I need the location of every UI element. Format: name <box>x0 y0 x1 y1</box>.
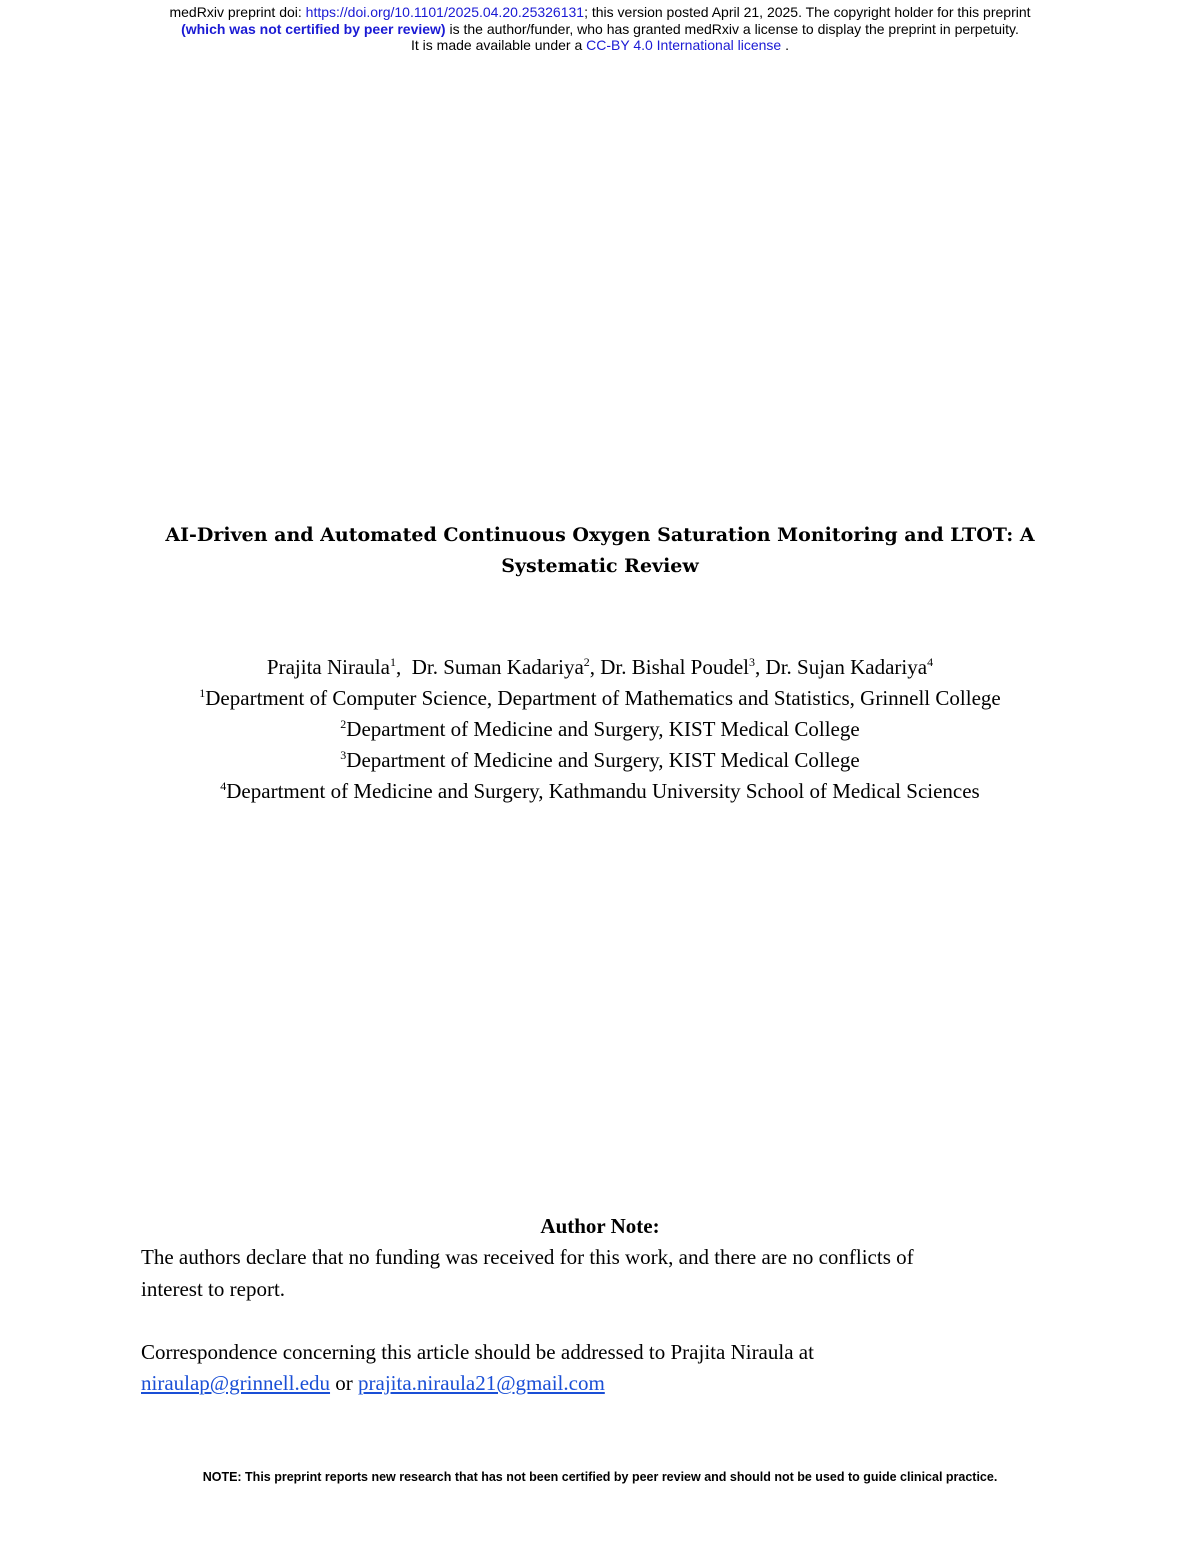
peer-review-link[interactable]: (which was not certified by peer review) <box>181 20 446 37</box>
affiliation-sup: 1 <box>199 686 206 700</box>
paragraph-gap <box>141 1305 1041 1337</box>
title-line-1: AI-Driven and Automated Continuous Oxygen Saturation Monitoring and LTOT: A <box>165 524 1035 546</box>
author-name: Prajita Niraula <box>266 655 390 679</box>
funding-statement-line-2: interest to report. <box>141 1276 286 1301</box>
affiliation <box>0 776 1200 807</box>
author-name: Dr. Bishal Poudel <box>600 655 750 679</box>
author-sup: 4 <box>927 655 934 669</box>
header-line-1 <box>0 4 1200 21</box>
author-name: Dr. Sujan Kadariya <box>765 655 928 679</box>
preprint-disclaimer: NOTE: This preprint reports new research that has not been certified by peer review and should not be used to guide clinical practice. <box>202 1470 998 1484</box>
header-line1-suffix: ; this version posted April 21, 2025. The copyright holder for this preprint <box>584 4 1031 20</box>
header-doi-prefix: medRxiv preprint doi: <box>169 4 306 20</box>
email-link-primary[interactable]: niraulap@grinnell.edu <box>141 1371 331 1395</box>
funding-statement-line-1: The authors declare that no funding was received for this work, and there are no conflicts of <box>141 1245 914 1269</box>
affiliation <box>0 683 1200 714</box>
author-note-body <box>141 1242 1041 1400</box>
author-list: Prajita Niraula$^1$, Dr. Suman Kadariya$^2$, Dr. Bishal Poudel$^3$, Dr. Sujan Kadariya$^4$ <box>266 655 934 679</box>
authors-block <box>0 652 1200 807</box>
author-sup: 1 <box>389 655 396 669</box>
header-line3-suffix: . <box>781 37 789 53</box>
correspondence-emails <box>141 1368 1041 1400</box>
header-line3-prefix: It is made available under a <box>411 37 587 53</box>
correspondence-statement: Correspondence concerning this article should be addressed to Prajita Niraula at <box>141 1339 814 1364</box>
header-line2-suffix: is the author/funder, who has granted medRxiv a license to display the preprint in perpetuity. <box>445 20 1019 37</box>
author-sup: 3 <box>749 655 756 669</box>
header-line-3 <box>0 37 1200 54</box>
author-sup: 2 <box>583 655 590 669</box>
author-name: Dr. Suman Kadariya <box>411 655 584 679</box>
affiliation-sup: 3 <box>340 748 347 762</box>
email-link-secondary[interactable]: prajita.niraula21@gmail.com <box>358 1371 605 1395</box>
header-line-2 <box>0 21 1200 38</box>
affiliation-text: Department of Medicine and Surgery, KIST Medical College <box>346 748 860 772</box>
affiliation-sup: 2 <box>340 717 347 731</box>
affiliation-text: Department of Computer Science, Department of Mathematics and Statistics, Grinnell College <box>205 686 1001 710</box>
doi-link[interactable]: https://doi.org/10.1101/2025.04.20.25326131 <box>305 4 585 20</box>
affiliation <box>0 714 1200 745</box>
affiliation-text: Department of Medicine and Surgery, Kathmandu University School of Medical Sciences <box>226 779 980 803</box>
affiliation-sup: 4 <box>220 779 227 793</box>
title-line-2: Systematic Review <box>501 555 699 577</box>
author-note-heading: Author Note: <box>540 1214 660 1238</box>
affiliation-text: Department of Medicine and Surgery, KIST Medical College <box>346 717 860 741</box>
preprint-header <box>0 4 1200 54</box>
affiliation <box>0 745 1200 776</box>
paper-title <box>100 520 1100 582</box>
license-link[interactable]: CC-BY 4.0 International license <box>586 37 782 53</box>
email-separator: or <box>330 1371 359 1395</box>
